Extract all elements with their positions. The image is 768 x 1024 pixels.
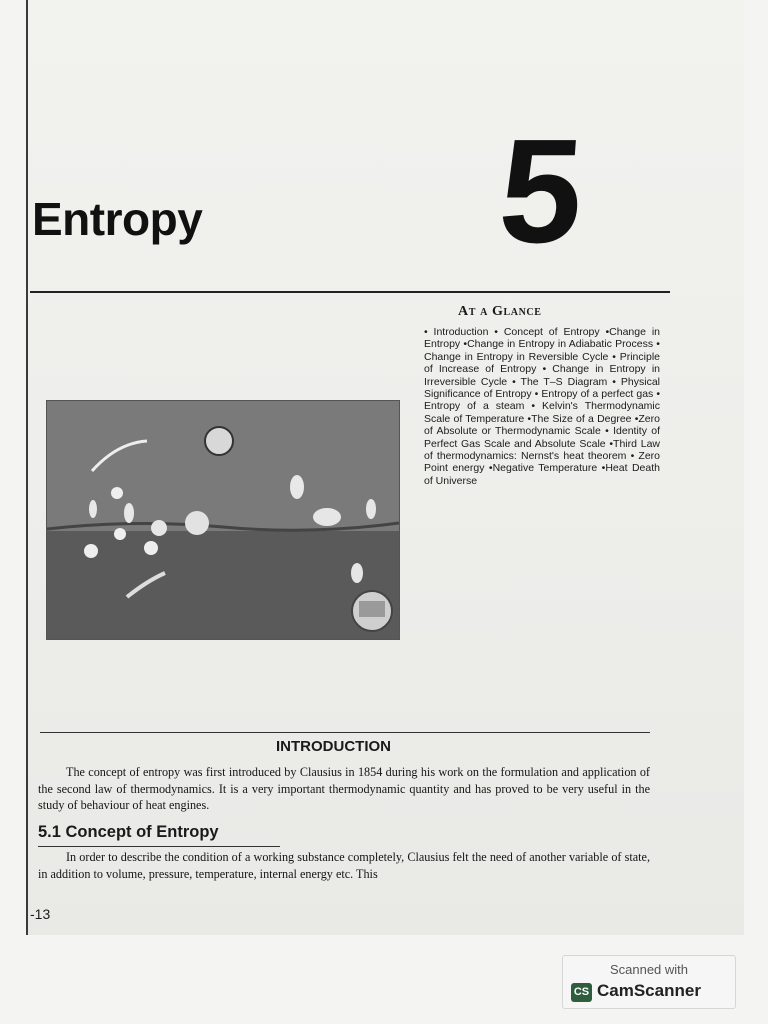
at-a-glance-list: • Introduction • Concept of Entropy •Change in Entropy •Change in Entropy in Adiabatic Process • Change in Entropy in Reversible Cycle • Principle of Increase of Entropy • Change in Entropy in Irreversible Cycle • The T–S Diagram • Physical Significance of Entropy • Entropy of a perfect gas • Entropy of a steam • Kelvin's Thermodynamic Scale of Temperature •The Size of a Degree •Zero of Absolute or Thermodynamic Scale • Identity of Perfect Gas Scale and Absolute Scale •Third Law of thermodynamics: Nernst's heat theorem • Zero Point energy •Negative Temperature •Heat Death of Universe [424, 326, 660, 487]
header-rule [30, 291, 670, 293]
camscanner-logo-icon: CS [571, 983, 592, 1002]
watermark-brand: CamScanner [597, 981, 701, 1000]
watermark-caption: Scanned with [609, 962, 689, 977]
illustration-image [47, 401, 399, 639]
camscanner-watermark [562, 955, 736, 1009]
chapter-number: 5 [494, 109, 589, 274]
chapter-illustration [46, 400, 400, 640]
section-paragraph: In order to describe the condition of a working substance completely, Clausius felt the need of another variable of state, in addition to volume, pressure, temperature, internal energy etc. This [38, 850, 650, 881]
at-a-glance-heading: At a Glance [458, 304, 542, 319]
introduction-paragraph: The concept of entropy was first introduced by Clausius in 1854 during his work on the formulation and application of the second law of thermodynamics. It is a very important thermodynamic quantity and has proved to be very useful in the study of behaviour of heat engines. [38, 765, 650, 812]
introduction-heading: INTRODUCTION [276, 738, 391, 755]
section-heading-underline [38, 846, 280, 847]
book-page [26, 0, 744, 935]
page-number: -13 [30, 906, 51, 922]
chapter-title: Entropy [32, 193, 203, 245]
section-divider [40, 732, 650, 733]
section-heading: 5.1 Concept of Entropy [38, 823, 219, 841]
